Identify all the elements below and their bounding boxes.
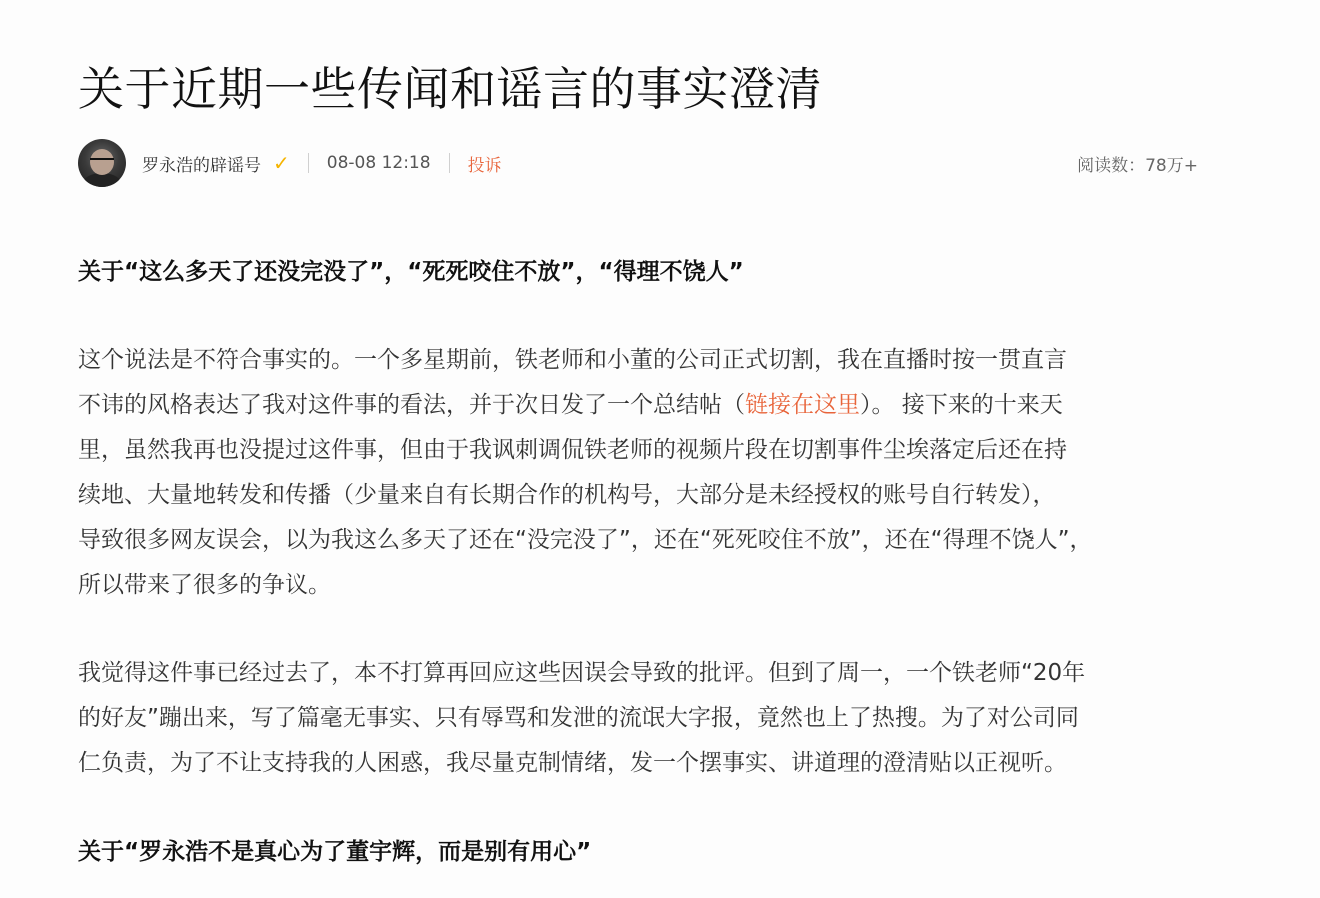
publish-datetime: 08-08 12:18 bbox=[326, 153, 431, 173]
paragraph-line bbox=[78, 383, 1188, 428]
author-avatar[interactable] bbox=[78, 139, 126, 187]
paragraph-line: 的好友”蹦出来，写了篇毫无事实、只有辱骂和发泄的流氓大字报，竟然也上了热搜。为了对公司同 bbox=[78, 705, 1079, 731]
avatar-body-shape bbox=[82, 173, 122, 187]
article-paragraph bbox=[78, 338, 1188, 608]
section-heading: 关于“罗永浩不是真心为了董宇辉，而是别有用心” bbox=[78, 839, 592, 865]
paragraph-line: 仁负责，为了不让支持我的人困惑，我尽量克制情绪，发一个摆事实、讲道理的澄清贴以正视听。 bbox=[78, 750, 1067, 776]
paragraph-line: 续地、大量地转发和传播（少量来自有长期合作的机构号，大部分是未经授权的账号自行转发）， bbox=[78, 482, 1056, 508]
avatar-glasses-shape bbox=[90, 158, 114, 166]
paragraph-line: 里，虽然我再也没提过这件事，但由于我讽刺调侃铁老师的视频片段在切割事件尘埃落定后还在持 bbox=[78, 437, 1067, 463]
meta-divider bbox=[308, 153, 309, 173]
section-heading: 关于“这么多天了还没完没了”，“死死咬住不放”，“得理不饶人” bbox=[78, 259, 744, 285]
paragraph-line: 这个说法是不符合事实的。一个多星期前，铁老师和小董的公司正式切割，我在直播时按一贯直言 bbox=[78, 347, 1067, 373]
article-paragraph bbox=[78, 651, 1188, 786]
paragraph-line: 我觉得这件事已经过去了，本不打算再回应这些因误会导致的批评。但到了周一，一个铁老师“20年 bbox=[78, 660, 1086, 686]
author-name-link[interactable]: 罗永浩的辟谣号 bbox=[142, 155, 261, 176]
article-title: 关于近期一些传闻和谣言的事实澄清 bbox=[78, 62, 822, 116]
paragraph-text: ）。 接下来的十来天 bbox=[860, 392, 1063, 418]
article-meta-bar bbox=[78, 138, 1198, 188]
paragraph-line: 导致很多网友误会，以为我这么多天了还在“没完没了”，还在“死死咬住不放”，还在“得理不饶人”， bbox=[78, 527, 1093, 553]
meta-divider bbox=[449, 153, 450, 173]
summary-post-link[interactable]: 链接在这里 bbox=[745, 392, 860, 418]
paragraph-text: 不讳的风格表达了我对这件事的看法，并于次日发了一个总结帖（ bbox=[78, 392, 745, 418]
verified-v-icon: ✓ bbox=[273, 151, 290, 175]
read-count: 阅读数：78万+ bbox=[1077, 155, 1198, 176]
paragraph-line: 所以带来了很多的争议。 bbox=[78, 572, 331, 598]
report-link[interactable]: 投诉 bbox=[467, 155, 502, 176]
